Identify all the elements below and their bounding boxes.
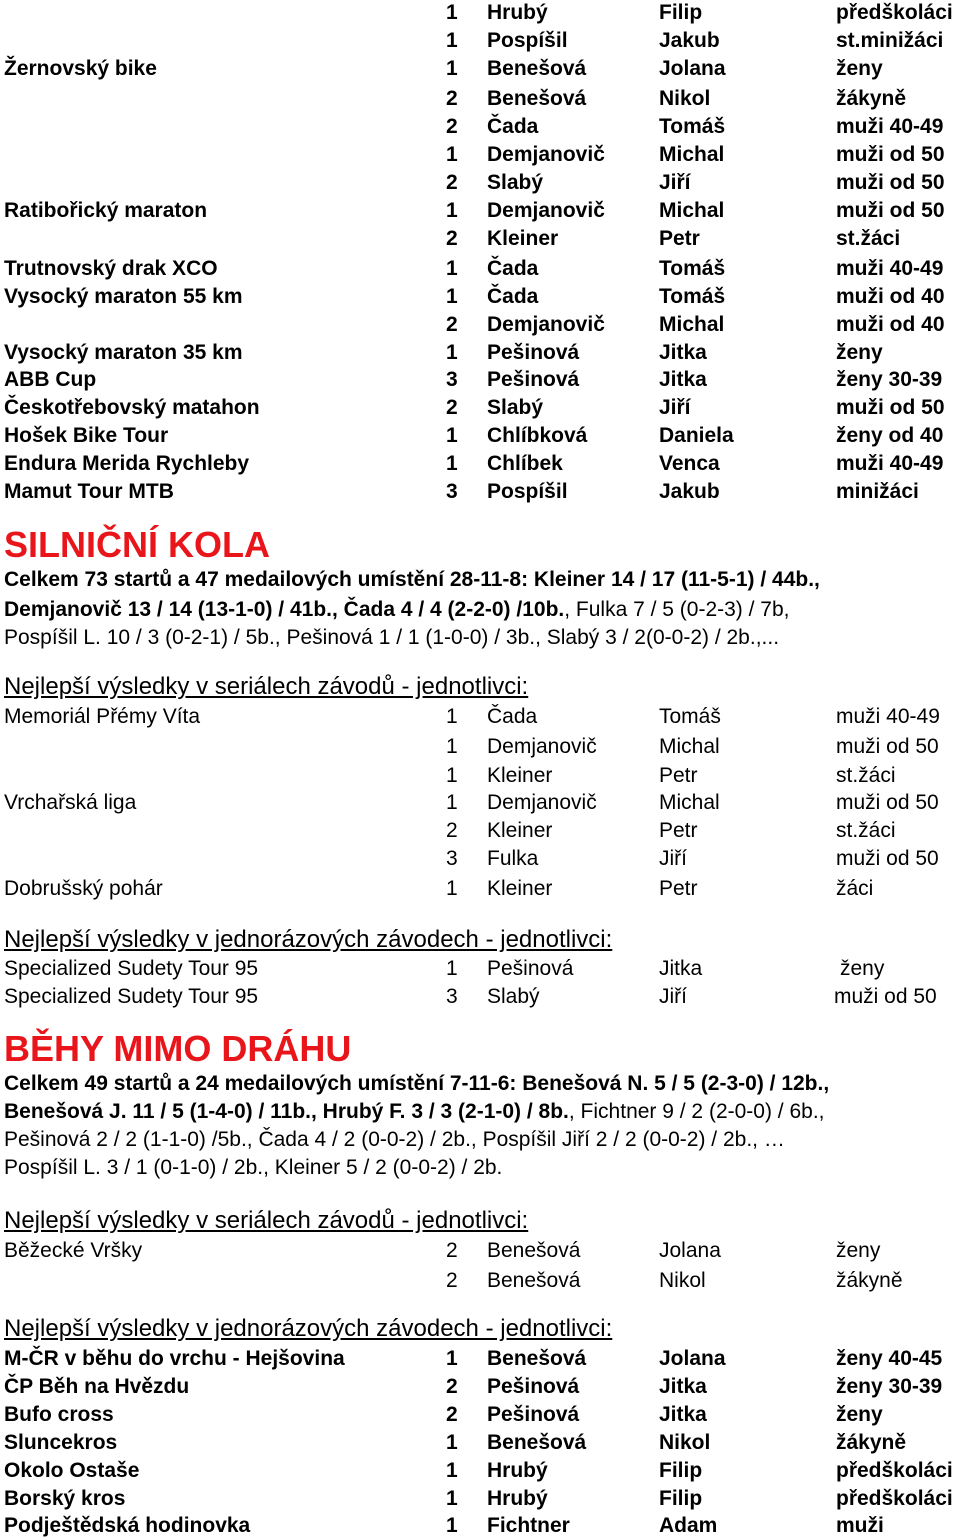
place: 2 [446,1403,458,1426]
summary-text: , Fichtner 9 / 2 (2-0-0) / 6b., [568,1100,825,1123]
trail-summary [4,1070,954,1182]
race-name: Memoriál Přémy Víta [4,705,201,728]
category: předškoláci [836,1459,953,1482]
first-name: Jiří [659,396,691,419]
first-name: Jiří [659,847,687,870]
last-name: Chlíbková [487,424,588,447]
race-name: Sluncekros [4,1431,118,1454]
race-name: Mamut Tour MTB [4,480,174,503]
last-name: Benešová [487,87,587,110]
first-name: Petr [659,227,700,250]
last-name: Čada [487,285,539,308]
place: 1 [446,1,458,24]
category: muži 40-49 [836,705,940,728]
category: muži 40-49 [836,115,944,138]
summary-text: , Fulka 7 / 5 (0-2-3) / 7b, [564,598,790,621]
place: 2 [446,396,458,419]
category: muži od 40 [836,285,945,308]
first-name: Filip [659,1,703,24]
category: žákyně [836,1431,907,1454]
table-row [0,27,960,55]
first-name: Tomáš [659,285,726,308]
table-row [0,169,960,197]
table-row [0,1345,960,1373]
last-name: Kleiner [487,877,553,900]
first-name: Jitka [659,368,707,391]
category: muži od 50 [836,143,945,166]
last-name: Čada [487,257,539,280]
place: 1 [446,341,458,364]
category: st.žáci [836,227,901,250]
summary-line [4,1098,954,1126]
place: 3 [446,480,458,503]
table-row [0,875,960,903]
first-name: Jolana [659,1347,726,1370]
table-row [0,762,960,790]
summary-text: Celkem 49 startů a 24 medailových umístění 7-11-6: Benešová N. 5 / 5 (2-3-0) / 12b., [4,1072,830,1095]
table-row [0,1512,960,1540]
place: 2 [446,227,458,250]
first-name: Jolana [659,57,726,80]
first-name: Daniela [659,424,734,447]
first-name: Tomáš [659,115,726,138]
race-name: Dobrušský pohár [4,877,163,900]
race-name: Borský kros [4,1487,126,1510]
race-name: Podještědská hodinovka [4,1514,251,1537]
race-name: Vrchařská liga [4,791,137,814]
first-name: Petr [659,819,698,842]
race-name: Vysocký maraton 55 km [4,285,243,308]
first-name: Jakub [659,29,720,52]
category: minižáci [836,480,919,503]
race-name: Specialized Sudety Tour 95 [4,985,259,1008]
table-row [0,366,960,394]
place: 2 [446,1269,458,1292]
race-name: ABB Cup [4,368,97,391]
table-row [0,789,960,817]
place: 1 [446,1459,458,1482]
category: muži 40-49 [836,257,944,280]
table-row [0,225,960,253]
place: 1 [446,705,458,728]
place: 2 [446,819,458,842]
table-row [0,85,960,113]
race-name: M-ČR v běhu do vrchu - Hejšovina [4,1347,345,1370]
first-name: Michal [659,313,725,336]
place: 1 [446,199,458,222]
category: ženy [836,341,883,364]
race-name: Bufo cross [4,1403,114,1426]
last-name: Hrubý [487,1487,548,1510]
table-row [0,0,960,27]
place: 2 [446,87,458,110]
first-name: Tomáš [659,257,726,280]
road-summary [4,566,954,652]
last-name: Pospíšil [487,480,568,503]
category: muži od 50 [834,985,937,1008]
place: 1 [446,143,458,166]
first-name: Nikol [659,1269,706,1292]
last-name: Benešová [487,1269,581,1292]
table-row [0,283,960,311]
place: 1 [446,424,458,447]
place: 2 [446,1375,458,1398]
last-name: Demjanovič [487,313,605,336]
summary-line [4,1126,954,1154]
table-row [0,311,960,339]
category: muži od 50 [836,791,939,814]
table-row [0,255,960,283]
first-name: Michal [659,791,720,814]
race-name: Okolo Ostaše [4,1459,140,1482]
last-name: Demjanovič [487,199,605,222]
category: muži od 50 [836,396,945,419]
trail-single-heading: Nejlepší výsledky v jednorázových závodech - jednotlivci: [4,1315,613,1342]
category: ženy [836,57,883,80]
section-title-trail: BĚHY MIMO DRÁHU [4,1028,352,1069]
category: muži od 50 [836,171,945,194]
category: ženy 30-39 [836,368,943,391]
place: 2 [446,115,458,138]
category: muži [836,1514,884,1537]
table-row [0,394,960,422]
place: 1 [446,1514,458,1537]
category: předškoláci [836,1,953,24]
table-row [0,450,960,478]
summary-line [4,1070,954,1098]
place: 1 [446,877,458,900]
first-name: Filip [659,1459,703,1482]
category: muži od 40 [836,313,945,336]
race-name: Ratibořický maraton [4,199,208,222]
last-name: Kleiner [487,819,553,842]
summary-text: Pešinová 2 / 2 (1-1-0) /5b., Čada 4 / 2 (0-0-2) / 2b., Pospíšil Jiří 2 / 2 (0-0-2) / 2b., … [4,1128,785,1151]
last-name: Slabý [487,396,544,419]
table-row [0,422,960,450]
category: muži od 50 [836,199,945,222]
race-name: Specialized Sudety Tour 95 [4,957,259,980]
place: 1 [446,57,458,80]
category: muži od 50 [836,847,939,870]
category: ženy [836,1239,881,1262]
road-single-heading: Nejlepší výsledky v jednorázových závodech - jednotlivci: [4,926,613,953]
last-name: Demjanovič [487,791,597,814]
last-name: Benešová [487,1431,587,1454]
first-name: Jakub [659,480,720,503]
first-name: Jiří [659,171,691,194]
place: 2 [446,313,458,336]
race-name: Českotřebovský matahon [4,396,260,419]
category: st.žáci [836,819,896,842]
place: 1 [446,1431,458,1454]
place: 1 [446,1347,458,1370]
summary-line [4,596,954,624]
last-name: Benešová [487,57,587,80]
summary-line [4,566,954,594]
category: žáci [836,877,874,900]
table-row [0,733,960,761]
summary-line [4,1154,954,1182]
category: muži od 50 [836,735,939,758]
first-name: Michal [659,199,725,222]
place: 1 [446,735,458,758]
trail-series-heading: Nejlepší výsledky v seriálech závodů - jednotlivci: [4,1207,529,1234]
table-row [0,197,960,225]
first-name: Venca [659,452,720,475]
place: 3 [446,847,458,870]
table-row [0,1485,960,1513]
last-name: Hrubý [487,1,548,24]
last-name: Pešinová [487,1403,580,1426]
last-name: Slabý [487,171,544,194]
place: 2 [446,1239,458,1262]
category: st.minižáci [836,29,944,52]
table-row [0,1267,960,1295]
last-name: Chlíbek [487,452,563,475]
last-name: Čada [487,115,539,138]
category: ženy 30-39 [836,1375,943,1398]
place: 1 [446,452,458,475]
table-row [0,339,960,367]
section-title-road: SILNIČNÍ KOLA [4,524,270,565]
table-row [0,703,960,731]
table-row [0,113,960,141]
table-row [0,983,960,1011]
place: 1 [446,29,458,52]
race-name: Endura Merida Rychleby [4,452,250,475]
first-name: Jitka [659,1403,707,1426]
last-name: Hrubý [487,1459,548,1482]
first-name: Jiří [659,985,687,1008]
summary-line [4,624,954,652]
last-name: Pospíšil [487,29,568,52]
table-row [0,141,960,169]
race-name: Vysocký maraton 35 km [4,341,243,364]
last-name: Čada [487,705,538,728]
last-name: Fichtner [487,1514,570,1537]
race-name: Trutnovský drak XCO [4,257,218,280]
first-name: Jitka [659,341,707,364]
first-name: Adam [659,1514,718,1537]
last-name: Pešinová [487,957,574,980]
last-name: Slabý [487,985,540,1008]
race-name: ČP Běh na Hvězdu [4,1375,190,1398]
first-name: Tomáš [659,705,721,728]
summary-text: Pospíšil L. 3 / 1 (0-1-0) / 2b., Kleiner 5 / 2 (0-0-2) / 2b. [4,1156,503,1179]
last-name: Pešinová [487,341,580,364]
category: ženy 40-45 [836,1347,943,1370]
table-row [0,817,960,845]
first-name: Jitka [659,957,703,980]
place: 1 [446,791,458,814]
table-row [0,1457,960,1485]
first-name: Jitka [659,1375,707,1398]
last-name: Demjanovič [487,735,597,758]
first-name: Jolana [659,1239,721,1262]
place: 1 [446,285,458,308]
table-row [0,955,960,983]
road-series-heading: Nejlepší výsledky v seriálech závodů - jednotlivci: [4,673,529,700]
summary-text: Demjanovič 13 / 14 (13-1-0) / 41b., Čada 4 / 4 (2-2-0) /10b. [4,598,565,621]
place: 3 [446,368,458,391]
first-name: Michal [659,143,725,166]
race-name: Hošek Bike Tour [4,424,169,447]
race-name: Běžecké Vršky [4,1239,143,1262]
category: muži 40-49 [836,452,944,475]
last-name: Kleiner [487,227,559,250]
last-name: Pešinová [487,368,580,391]
summary-text: Pospíšil L. 10 / 3 (0-2-1) / 5b., Pešinová 1 / 1 (1-0-0) / 3b., Slabý 3 / 2(0-0-2) / 2b.,... [4,626,780,649]
first-name: Petr [659,877,698,900]
first-name: Nikol [659,1431,711,1454]
last-name: Fulka [487,847,539,870]
last-name: Benešová [487,1239,581,1262]
table-row [0,478,960,506]
first-name: Nikol [659,87,711,110]
place: 3 [446,985,458,1008]
category: st.žáci [836,764,896,787]
category: předškoláci [836,1487,953,1510]
category: žákyně [836,1269,903,1292]
last-name: Demjanovič [487,143,605,166]
last-name: Kleiner [487,764,553,787]
summary-text: Benešová J. 11 / 5 (1-4-0) / 11b., Hrubý F. 3 / 3 (2-1-0) / 8b. [4,1100,569,1123]
race-name: Žernovský bike [4,57,157,80]
category: ženy [840,957,885,980]
table-row [0,55,960,83]
table-row [0,1429,960,1457]
place: 1 [446,1487,458,1510]
table-row [0,845,960,873]
first-name: Petr [659,764,698,787]
mtb-results-table [0,0,960,506]
table-row [0,1237,960,1265]
place: 1 [446,257,458,280]
table-row [0,1401,960,1429]
category: žákyně [836,87,907,110]
place: 1 [446,957,458,980]
category: ženy [836,1403,883,1426]
first-name: Michal [659,735,720,758]
place: 2 [446,171,458,194]
last-name: Benešová [487,1347,587,1370]
place: 1 [446,764,458,787]
first-name: Filip [659,1487,703,1510]
table-row [0,1373,960,1401]
category: ženy od 40 [836,424,944,447]
summary-text: Celkem 73 startů a 47 medailových umístění 28-11-8: Kleiner 14 / 17 (11-5-1) / 44b., [4,568,820,591]
last-name: Pešinová [487,1375,580,1398]
